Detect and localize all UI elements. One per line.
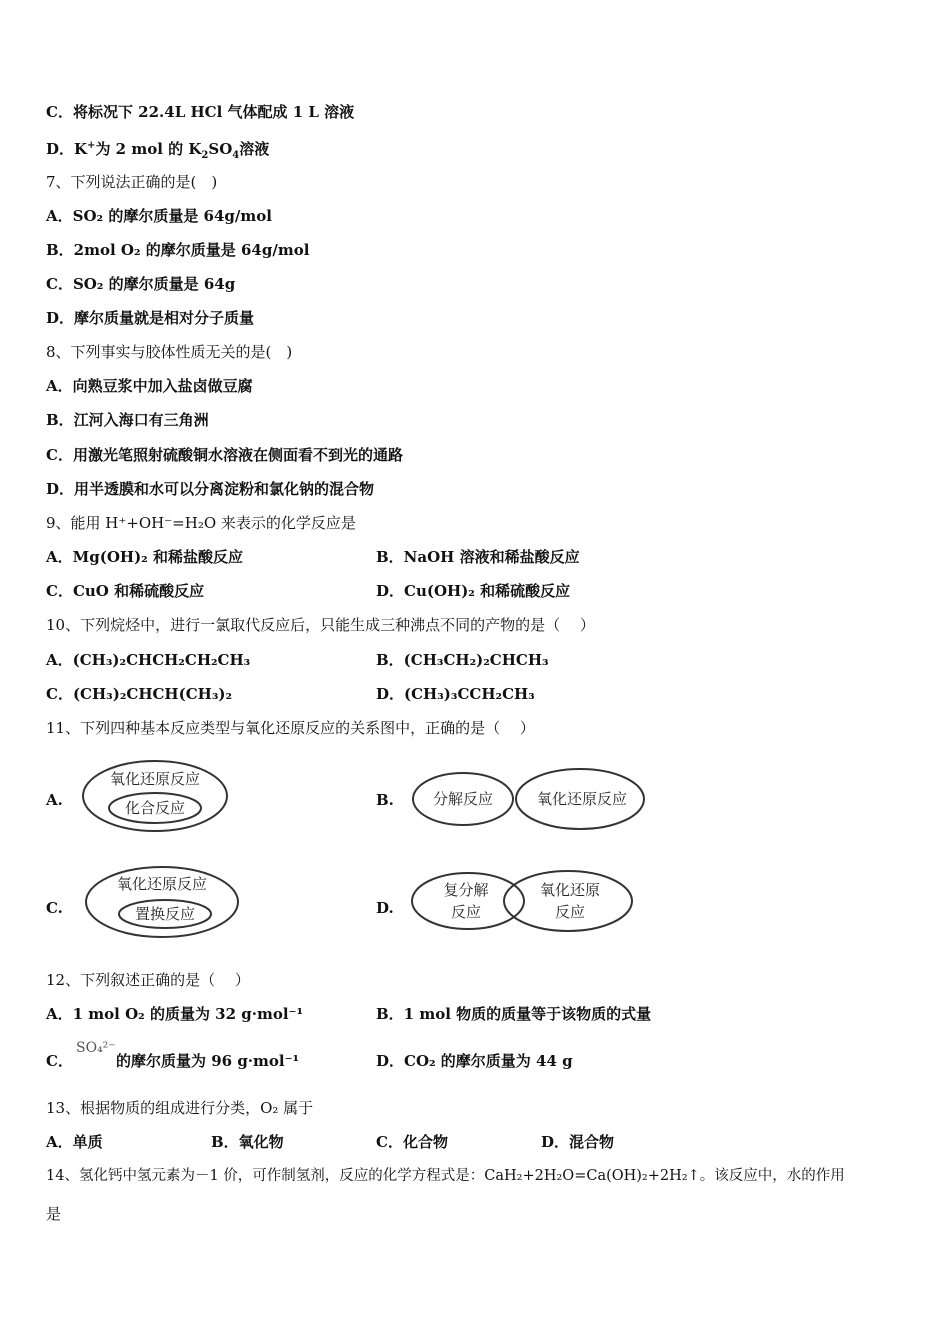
q14-stem-cont: 是 bbox=[46, 1205, 62, 1223]
q11-b-decomposition: 分解反应 bbox=[432, 790, 494, 808]
q7-option-a: A．SO₂ 的摩尔质量是 64g/mol bbox=[46, 207, 272, 225]
q9-option-a: A．Mg(OH)₂ 和稀盐酸反应 bbox=[46, 548, 243, 566]
q12-stem: 12、下列叙述正确的是（ ） bbox=[46, 971, 250, 989]
q11-d-double-top: 复分解 bbox=[443, 881, 489, 899]
q13-option-a: A．单质 bbox=[46, 1133, 103, 1151]
q11-d-redox-bottom: 反应 bbox=[554, 903, 586, 921]
q9-option-b: B．NaOH 溶液和稀盐酸反应 bbox=[376, 548, 580, 566]
q11-label-c: C. bbox=[46, 899, 63, 917]
q9-option-c: C．CuO 和稀硫酸反应 bbox=[46, 582, 205, 600]
q13-option-b: B．氧化物 bbox=[211, 1133, 284, 1151]
q11-d-double-bottom: 反应 bbox=[450, 903, 482, 921]
q12-option-c-label: C． bbox=[46, 1052, 73, 1070]
q10-stem: 10、下列烷烃中，进行一氯取代反应后，只能生成三种沸点不同的产物的是（ ） bbox=[46, 616, 595, 634]
q12-sulfate-ion: SO₄²⁻ bbox=[76, 1040, 116, 1056]
q6-d-mid2: SO bbox=[208, 140, 233, 158]
q6-d-sub2: 4 bbox=[232, 150, 240, 161]
q11-b-redox: 氧化还原反应 bbox=[536, 790, 628, 808]
q6-d-post: 溶液 bbox=[239, 140, 270, 158]
q11-c-redox: 氧化还原反应 bbox=[116, 875, 208, 893]
q9-option-d: D．Cu(OH)₂ 和稀硫酸反应 bbox=[376, 582, 571, 600]
q11-label-d: D. bbox=[376, 899, 394, 917]
q12-option-c-text: 的摩尔质量为 96 g·mol⁻¹ bbox=[116, 1052, 300, 1070]
q8-option-b: B．江河入海口有三角洲 bbox=[46, 411, 209, 429]
q10-option-c: C．(CH₃)₂CHCH(CH₃)₂ bbox=[46, 685, 233, 703]
q12-option-d: D．CO₂ 的摩尔质量为 44 g bbox=[376, 1052, 573, 1070]
q8-option-c: C．用激光笔照射硫酸铜水溶液在侧面看不到光的通路 bbox=[46, 446, 403, 464]
q8-stem: 8、下列事实与胶体性质无关的是( ) bbox=[46, 343, 293, 361]
q11-diagram-c bbox=[82, 864, 244, 944]
q8-option-a: A．向熟豆浆中加入盐卤做豆腐 bbox=[46, 377, 253, 395]
q11-label-a: A. bbox=[46, 791, 63, 809]
q11-diagram-d bbox=[408, 868, 638, 938]
q11-stem: 11、下列四种基本反应类型与氧化还原反应的关系图中，正确的是（ ） bbox=[46, 719, 535, 737]
q13-option-c: C．化合物 bbox=[376, 1133, 448, 1151]
q13-option-d: D．混合物 bbox=[541, 1133, 615, 1151]
q7-option-d: D．摩尔质量就是相对分子质量 bbox=[46, 309, 255, 327]
q7-option-c: C．SO₂ 的摩尔质量是 64g bbox=[46, 275, 236, 293]
q13-stem: 13、根据物质的组成进行分类，O₂ 属于 bbox=[46, 1099, 314, 1117]
q6-option-c: C．将标况下 22.4L HCl 气体配成 1 L 溶液 bbox=[46, 103, 355, 121]
q6-d-sup: + bbox=[87, 140, 96, 151]
q8-option-d: D．用半透膜和水可以分离淀粉和氯化钠的混合物 bbox=[46, 480, 375, 498]
q11-diagram-b bbox=[408, 766, 648, 836]
q11-d-redox-top: 氧化还原 bbox=[539, 881, 601, 899]
q11-c-displacement: 置换反应 bbox=[134, 905, 196, 923]
q14-stem: 14、氢化钙中氢元素为－1 价，可作制氢剂，反应的化学方程式是：CaH₂+2H₂O=Ca(OH)₂+2H₂↑。该反应中，水的作用 bbox=[46, 1168, 845, 1184]
q11-diagram-a bbox=[80, 758, 232, 838]
q11-label-b: B. bbox=[376, 791, 394, 809]
q11-a-combination: 化合反应 bbox=[124, 799, 186, 817]
q7-stem: 7、下列说法正确的是( ) bbox=[46, 173, 218, 191]
q6-d-pre: D．K bbox=[46, 140, 88, 158]
q6-d-mid: 为 2 mol 的 K bbox=[95, 140, 202, 158]
q10-option-d: D．(CH₃)₃CCH₂CH₃ bbox=[376, 685, 535, 703]
q7-option-b: B．2mol O₂ 的摩尔质量是 64g/mol bbox=[46, 241, 310, 259]
q6-option-d bbox=[46, 136, 269, 166]
q6-d-sub1: 2 bbox=[201, 150, 209, 161]
q12-option-a: A．1 mol O₂ 的质量为 32 g·mol⁻¹ bbox=[46, 1005, 304, 1023]
q11-a-redox: 氧化还原反应 bbox=[109, 770, 201, 788]
q12-option-b: B．1 mol 物质的质量等于该物质的式量 bbox=[376, 1005, 652, 1023]
q10-option-a: A．(CH₃)₂CHCH₂CH₂CH₃ bbox=[46, 651, 251, 669]
q10-option-b: B．(CH₃CH₂)₂CHCH₃ bbox=[376, 651, 549, 669]
q9-stem: 9、能用 H⁺+OH⁻=H₂O 来表示的化学反应是 bbox=[46, 514, 356, 532]
